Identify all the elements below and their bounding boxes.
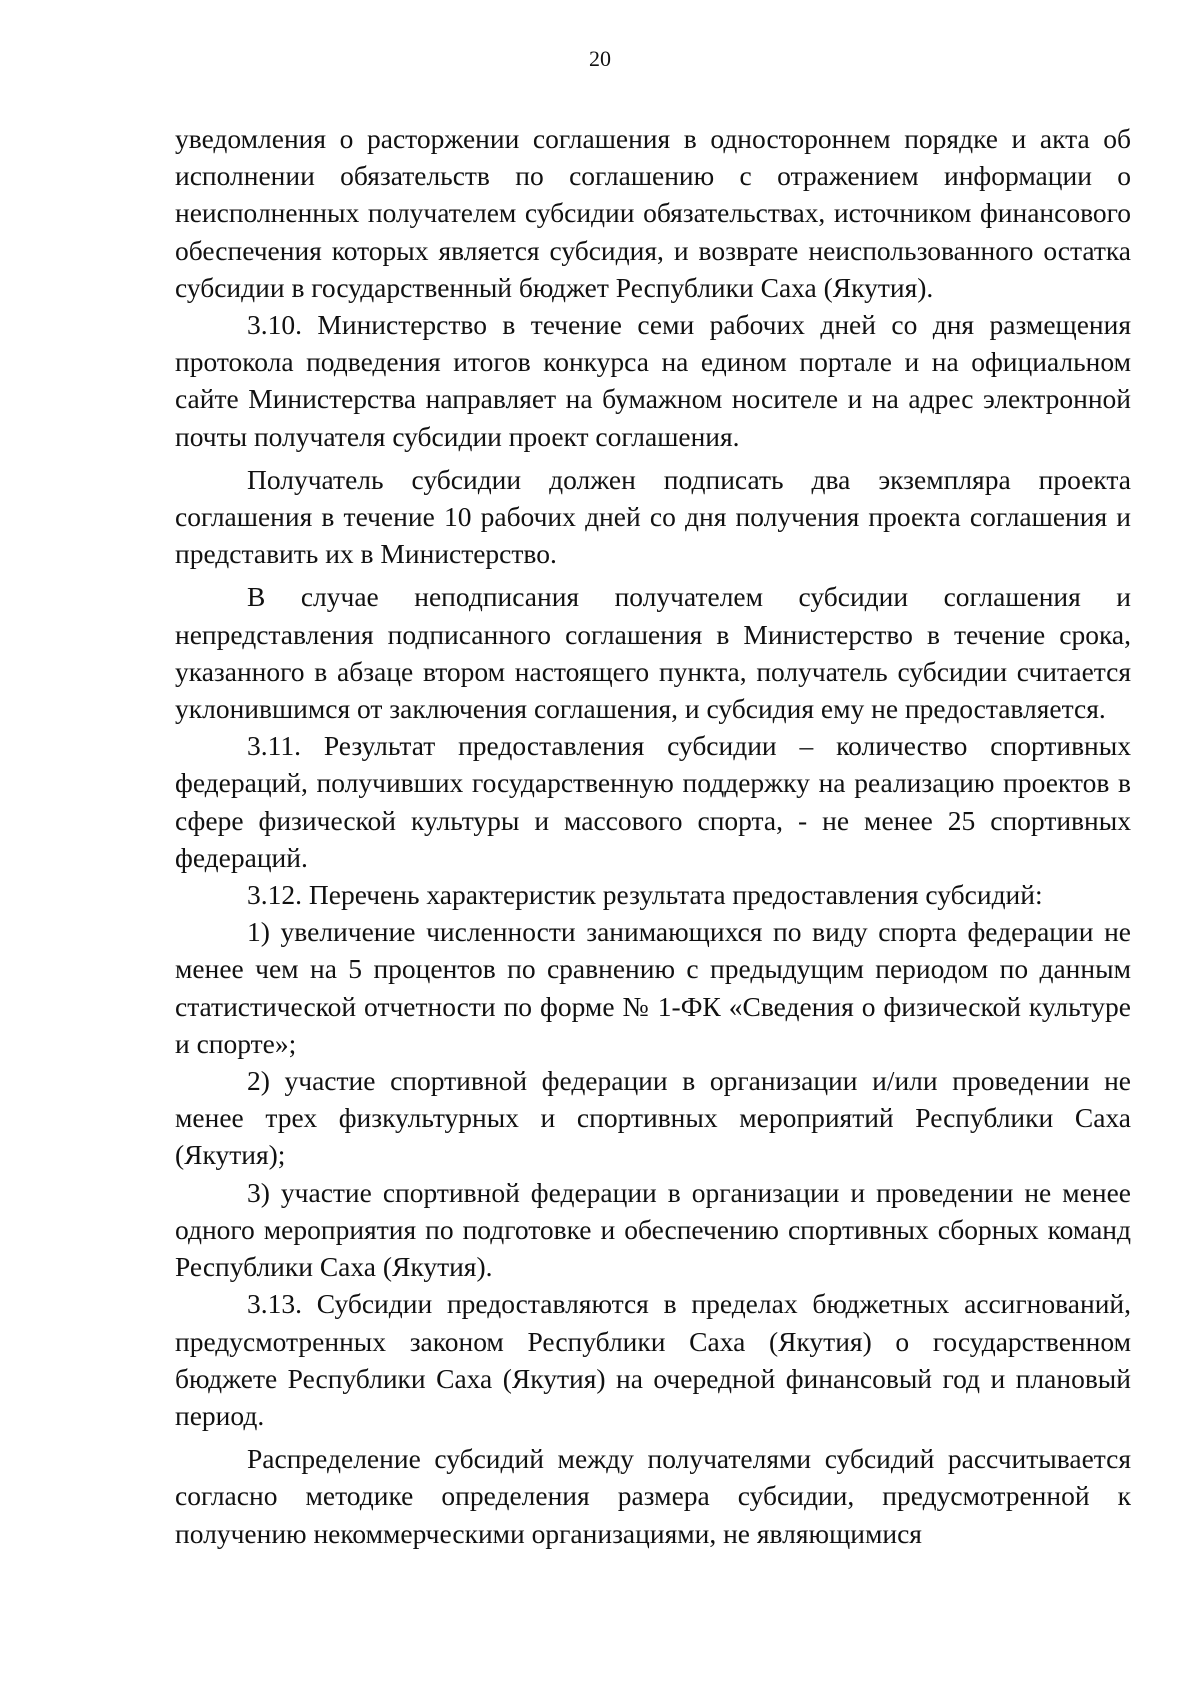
paragraph-3-10: 3.10. Министерство в течение семи рабочих дней со дня размещения протокола подведения итогов конкурса на едином портале и на официальном сайте Министерства направляет на бумажном носителе и на адрес электронной почты получателя субсидии проект соглашения. bbox=[175, 309, 1131, 452]
list-item-1: 1) увеличение численности занимающихся по виду спорта федерации не менее чем на 5 процентов по сравнению с предыдущим периодом по данным статистической отчетности по форме № 1-ФК «Сведения о физической культуре и спорте»; bbox=[175, 916, 1131, 1059]
paragraph-3-11: 3.11. Результат предоставления субсидии – количество спортивных федераций, получивших государственную поддержку на реализацию проектов в сфере физической культуры и массового спорта, - не менее 25 спортивных федераций. bbox=[175, 730, 1131, 873]
list-item-2: 2) участие спортивной федерации в организации и/или проведении не менее трех физкультурных и спортивных мероприятий Республики Саха (Якутия); bbox=[175, 1065, 1131, 1171]
paragraph-distribution: Распределение субсидий между получателями субсидий рассчитывается согласно методике определения размера субсидии, предусмотренной к получению некоммерческими организациями, не являющимися bbox=[175, 1443, 1131, 1549]
list-item-3: 3) участие спортивной федерации в организации и проведении не менее одного мероприятия по подготовке и обеспечению спортивных сборных команд Республики Саха (Якутия). bbox=[175, 1176, 1131, 1283]
paragraph-recipient-signing: Получатель субсидии должен подписать два экземпляра проекта соглашения в течение 10 рабочих дней со дня получения проекта соглашения и представить их в Министерство. bbox=[175, 463, 1131, 570]
paragraph-continuation-notice: уведомления о расторжении соглашения в одностороннем порядке и акта об исполнении обязательств по соглашению с отражением информации о неисполненных получателем субсидии обязательствах, источником финансового обеспечения которых является субсидия, и возврате неиспользованного остатка субсидии в государственный бюджет Республики Саха (Якутия). bbox=[175, 123, 1131, 303]
document-body bbox=[175, 120, 1131, 1552]
paragraph-3-13: 3.13. Субсидии предоставляются в пределах бюджетных ассигнований, предусмотренных законом Республики Саха (Якутия) о государственном бюджете Республики Саха (Якутия) на очередной финансовый год и плановый период. bbox=[175, 1288, 1131, 1431]
paragraph-non-signing: В случае неподписания получателем субсидии соглашения и непредставления подписанного соглашения в Министерство в течение срока, указанного в абзаце втором настоящего пункта, получатель субсидии считается уклонившимся от заключения соглашения, и субсидия ему не предоставляется. bbox=[175, 581, 1131, 725]
page-number: 20 bbox=[589, 46, 611, 71]
paragraph-3-12: 3.12. Перечень характеристик результата предоставления субсидий: bbox=[247, 879, 1043, 911]
